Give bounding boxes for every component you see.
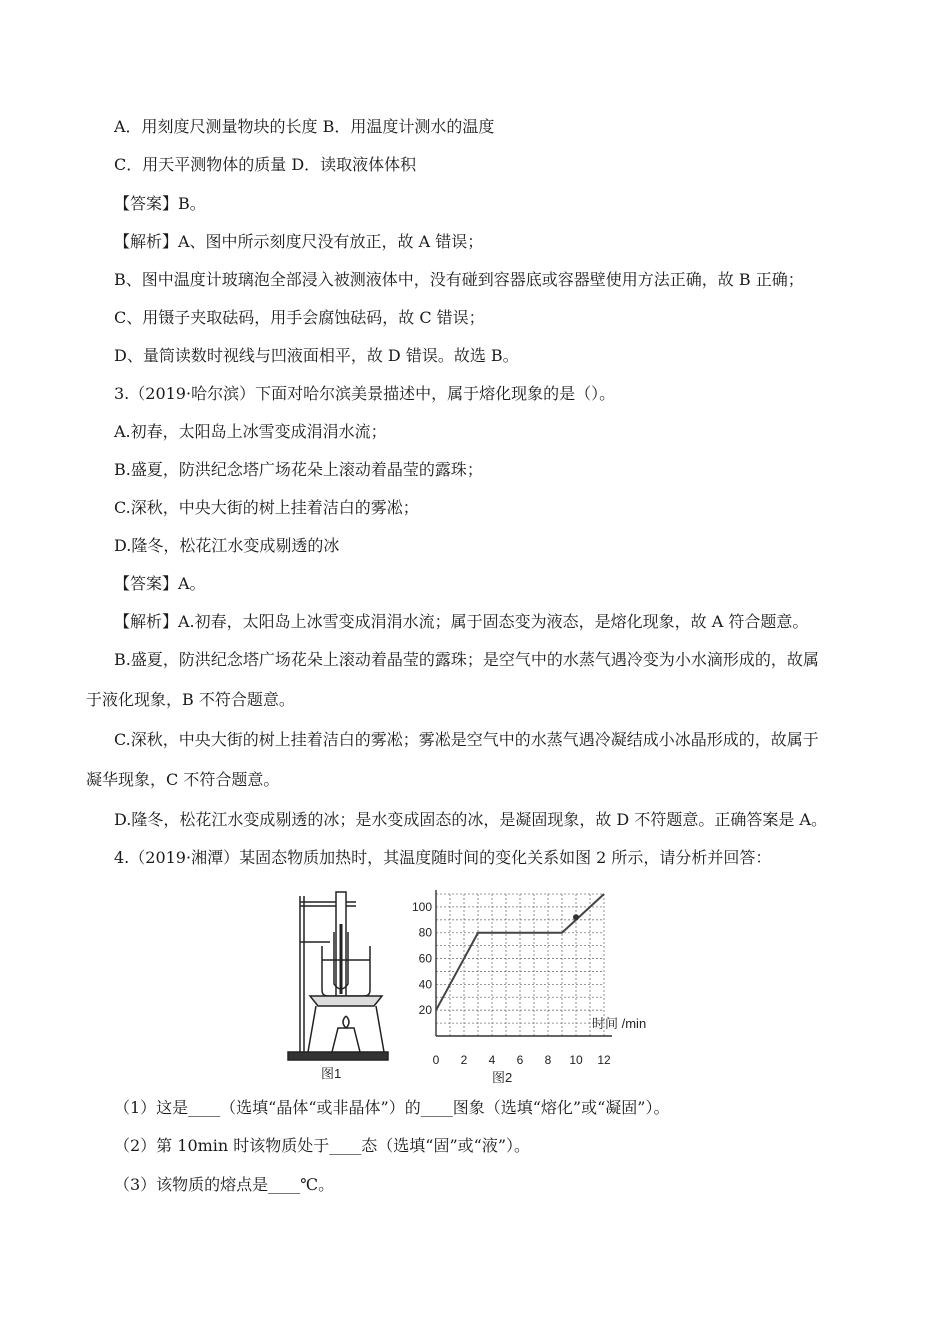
- analysis-line: B.盛夏，防洪纪念塔广场花朵上滚动着晶莹的露珠；是空气中的水蒸气遇冷变为小水滴形成的，故属: [114, 650, 819, 669]
- analysis-line: 于液化现象，B 不符合题意。: [86, 690, 295, 709]
- analysis-line: C、用镊子夹取砝码，用手会腐蚀砝码，故 C 错误；: [114, 308, 485, 327]
- x-tick-label: 2: [460, 1053, 468, 1067]
- analysis-line: D、量筒读数时视线与凹液面相平，故 D 错误。故选 B。: [114, 346, 519, 365]
- y-tick-label: 80: [418, 925, 432, 940]
- apparatus-figure: [286, 884, 396, 1084]
- analysis-line: 凝华现象，C 不符合题意。: [86, 770, 280, 789]
- question-3-option: C.深秋，中央大街的树上挂着洁白的雾凇；: [114, 498, 419, 517]
- y-tick-label: 40: [418, 977, 432, 992]
- chart-marker-point: [573, 914, 579, 920]
- figure-2-caption: 图2: [492, 1070, 513, 1084]
- y-tick-label: 60: [418, 951, 432, 966]
- question-4-stem: 4.（2019·湘潭）某固态物质加热时，其温度随时间的变化关系如图 2 所示，请分析并回答：: [114, 848, 772, 867]
- option-cd-line: C．用天平测物体的质量 D．读取液体体积: [114, 155, 417, 174]
- answer-line: 【答案】A。: [114, 574, 206, 593]
- x-tick-label: 0: [432, 1053, 440, 1067]
- analysis-line: B、图中温度计玻璃泡全部浸入被测液体中，没有碰到容器底或容器壁使用方法正确，故 B 正确；: [114, 270, 804, 289]
- question-3-stem: 3.（2019·哈尔滨）下面对哈尔滨美景描述中，属于熔化现象的是（）。: [114, 384, 616, 403]
- analysis-line: D.隆冬，松花江水变成剔透的冰；是水变成固态的冰，是凝固现象，故 D 不符题意。正确答案是 A。: [114, 810, 827, 829]
- y-tick-label: 100: [411, 899, 432, 914]
- figure-1-caption: 图1: [321, 1066, 342, 1081]
- question-3-option: D.隆冬，松花江水变成剔透的冰: [114, 536, 340, 555]
- option-ab-line: A．用刻度尺测量物块的长度 B．用温度计测水的温度: [114, 117, 495, 136]
- x-tick-label: 6: [516, 1053, 524, 1067]
- question-4-part-2: （2）第 10min 时该物质处于____态（选填“固”或“液”）。: [114, 1136, 531, 1155]
- analysis-line: 【解析】A、图中所示刻度尺没有放正，故 A 错误；: [114, 232, 484, 251]
- stand-base: [288, 1052, 388, 1060]
- figures: [286, 884, 686, 1084]
- question-4-part-3: （3）该物质的熔点是____℃。: [114, 1175, 335, 1194]
- analysis-line: C.深秋，中央大街的树上挂着洁白的雾凇；雾凇是空气中的水蒸气遇冷凝结成小冰晶形成的，故属于: [114, 730, 819, 749]
- x-tick-label: 4: [488, 1053, 496, 1067]
- question-3-option: A.初春，太阳岛上冰雪变成涓涓水流；: [114, 422, 387, 441]
- chart-ticks: [412, 900, 611, 1067]
- analysis-line: 【解析】A.初春，太阳岛上冰雪变成涓涓水流；属于固态变为液态，是熔化现象，故 A 符合题意。: [114, 612, 809, 631]
- x-tick-label: 12: [597, 1053, 611, 1067]
- y-tick-label: 20: [418, 1003, 432, 1018]
- answer-line: 【答案】B。: [114, 194, 206, 213]
- question-4-part-1: （1）这是____（选填“晶体“或非晶体”）的____图象（选填“熔化”或“凝固”）。: [114, 1098, 670, 1117]
- x-axis-label: 时间 /min: [592, 1016, 647, 1031]
- x-tick-label: 8: [544, 1053, 552, 1067]
- x-tick-label: 10: [569, 1053, 583, 1067]
- question-3-option: B.盛夏，防洪纪念塔广场花朵上滚动着晶莹的露珠；: [114, 460, 483, 479]
- temperature-chart: [404, 884, 694, 1084]
